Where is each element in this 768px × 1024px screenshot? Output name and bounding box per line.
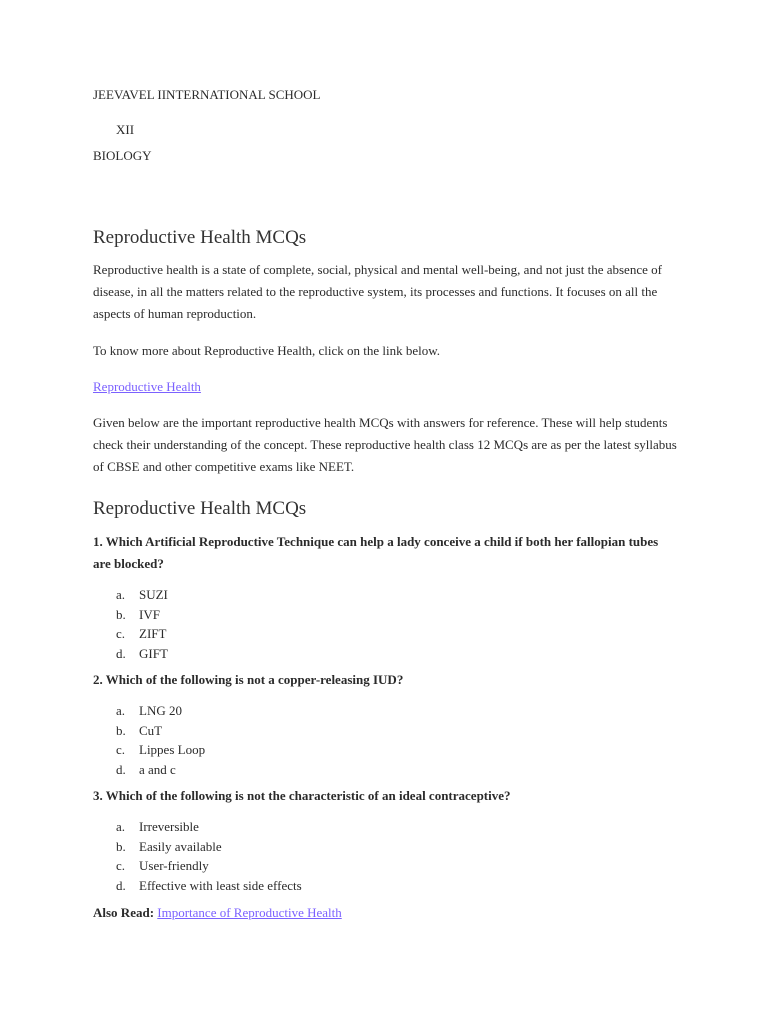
mcq-section-title: Reproductive Health MCQs: [93, 498, 307, 519]
question-3-options: [93, 817, 302, 895]
option-item: [93, 701, 205, 721]
importance-link[interactable]: Importance of Reproductive Health: [157, 905, 342, 920]
also-read-label: Also Read:: [93, 905, 155, 920]
option-marker: c.: [116, 858, 126, 873]
option-item: [93, 817, 302, 837]
option-marker: b.: [116, 722, 126, 738]
option-text: Lippes Loop: [139, 742, 206, 757]
option-item: [93, 624, 168, 644]
option-item: [93, 876, 302, 896]
question-1-options: [93, 585, 168, 663]
question-3: 3. Which of the following is not the characteristic of an ideal contraceptive?: [93, 788, 511, 803]
option-marker: d.: [116, 645, 126, 661]
option-text: Easily available: [139, 838, 222, 854]
question-1: 1. Which Artificial Reproductive Technique can help a lady conceive a child if both her fallopian tubes are blocked?: [93, 534, 659, 571]
reproductive-health-link[interactable]: Reproductive Health: [93, 379, 201, 394]
option-text: ZIFT: [139, 626, 167, 641]
option-item: [93, 644, 168, 664]
option-item: [93, 585, 168, 605]
grade-label: XII: [116, 122, 135, 137]
option-marker: b.: [116, 838, 126, 854]
option-text: GIFT: [139, 645, 168, 661]
reproductive-health-link-row: [93, 379, 201, 395]
option-marker: a.: [116, 703, 126, 718]
section-title: Reproductive Health MCQs: [93, 227, 307, 248]
option-text: IVF: [139, 606, 160, 622]
option-text: a and c: [139, 761, 176, 777]
know-more-paragraph: To know more about Reproductive Health, click on the link below.: [93, 343, 440, 358]
intro-paragraph: Reproductive health is a state of complete, social, physical and mental well-being, and not just the absence of disease, in all the matters related to the reproductive system, its processes and functions. It focuses on all the aspects of human reproduction.: [93, 262, 662, 321]
option-text: LNG 20: [139, 703, 182, 718]
option-item: [93, 837, 302, 857]
option-text: SUZI: [139, 587, 168, 602]
given-below-paragraph: Given below are the important reproductive health MCQs with answers for reference. These will help students check their understanding of the concept. These reproductive health class 12 MCQs are as per the latest syllabus of CBSE and other competitive exams like NEET.: [93, 415, 677, 474]
option-marker: c.: [116, 742, 126, 757]
option-text: CuT: [139, 722, 163, 738]
also-read-row: [93, 905, 342, 921]
option-text: Effective with least side effects: [139, 877, 302, 893]
subject-label: BIOLOGY: [93, 148, 152, 163]
option-marker: a.: [116, 587, 126, 602]
option-item: [93, 856, 302, 876]
option-item: [93, 721, 205, 741]
option-marker: d.: [116, 761, 126, 777]
option-marker: d.: [116, 877, 126, 893]
question-2: 2. Which of the following is not a copper-releasing IUD?: [93, 672, 404, 687]
question-2-options: [93, 701, 205, 779]
option-item: [93, 605, 168, 625]
option-marker: a.: [116, 819, 126, 834]
option-text: Irreversible: [139, 819, 199, 834]
option-text: User-friendly: [139, 858, 209, 873]
school-name: JEEVAVEL IINTERNATIONAL SCHOOL: [93, 87, 321, 102]
option-marker: b.: [116, 606, 126, 622]
option-item: [93, 760, 205, 780]
option-marker: c.: [116, 626, 126, 641]
option-item: [93, 740, 205, 760]
